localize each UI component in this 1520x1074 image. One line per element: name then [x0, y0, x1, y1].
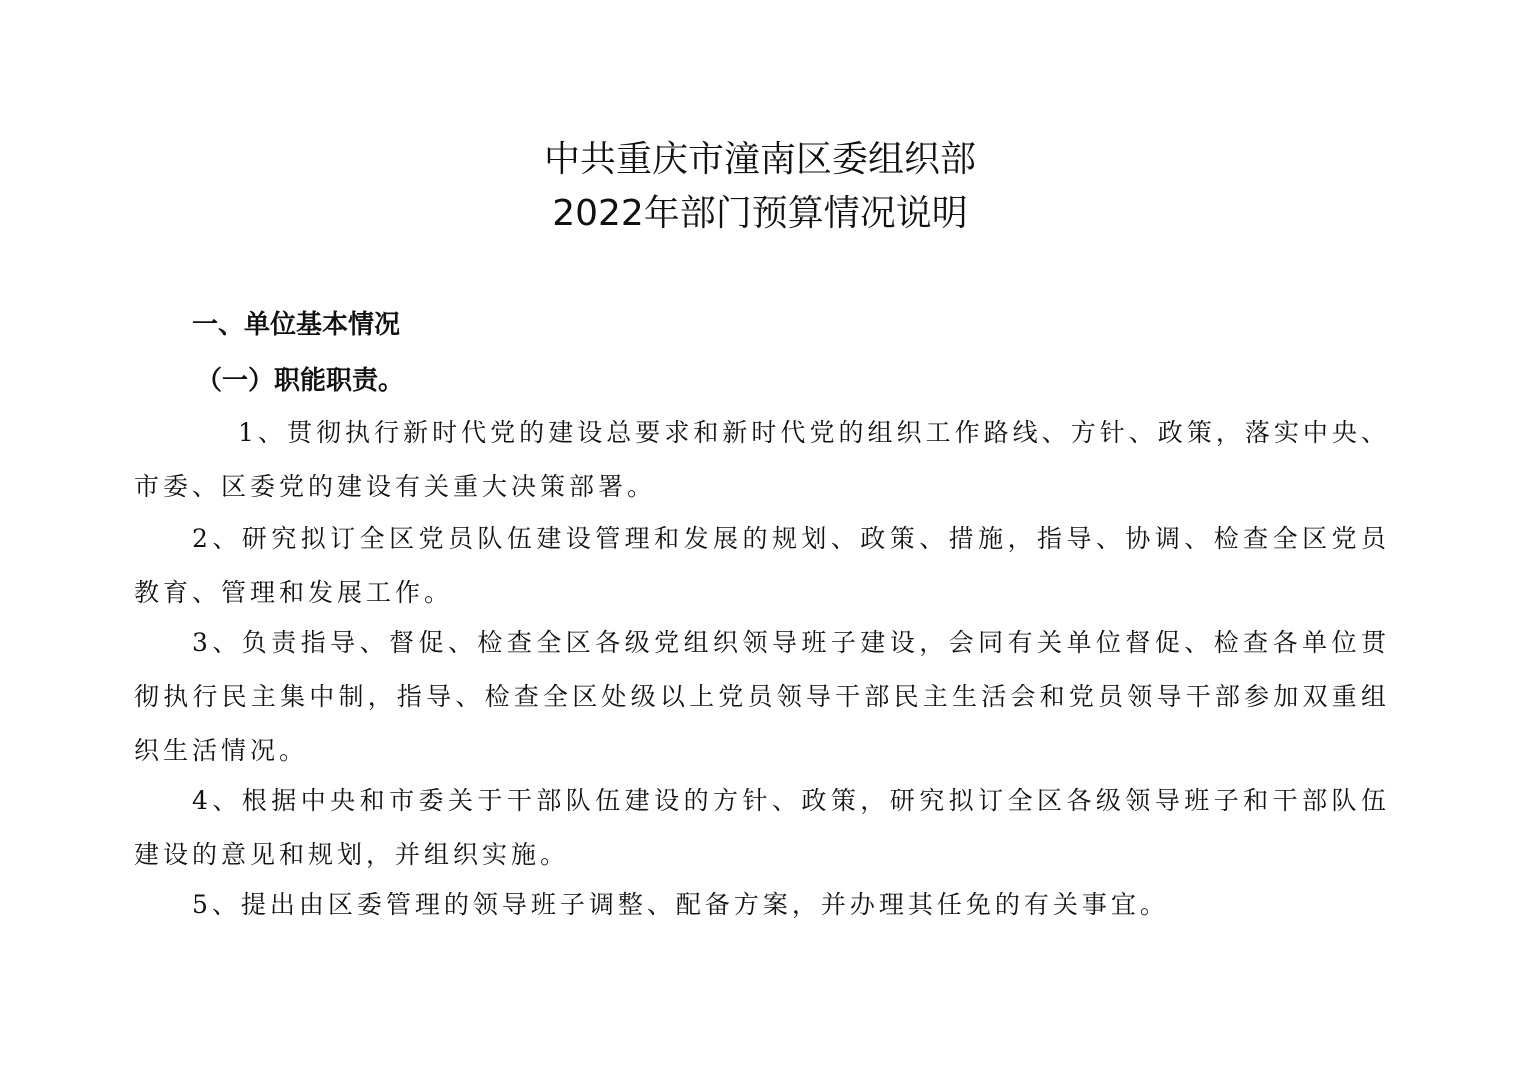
- sub-heading: （一）职能职责。: [196, 366, 405, 396]
- paragraph-duty-3: 3、负责指导、督促、检查全区各级党组织领导班子建设，会同有关单位督促、检查各单位贯彻执行民主集中制，指导、检查全区处级以上党员领导干部民主生活会和党员领导干部参加双重组织生活情况。: [134, 628, 1390, 765]
- section-heading: 一、单位基本情况: [192, 310, 401, 340]
- paragraph-duty-4: 4、根据中央和市委关于干部队伍建设的方针、政策，研究拟订全区各级领导班子和干部队伍建设的意见和规划，并组织实施。: [134, 786, 1390, 869]
- paragraph-duty-5: 5、提出由区委管理的领导班子调整、配备方案，并办理其任免的有关事宜。: [192, 890, 1169, 919]
- document-title-line2: 2022年部门预算情况说明: [552, 193, 968, 234]
- document-title-line1: 中共重庆市潼南区委组织部: [543, 139, 976, 180]
- paragraph-duty-2: 2、研究拟订全区党员队伍建设管理和发展的规划、政策、措施，指导、协调、检查全区党员教育、管理和发展工作。: [134, 524, 1390, 607]
- paragraph-duty-1: 1、贯彻执行新时代党的建设总要求和新时代党的组织工作路线、方针、政策，落实中央、市委、区委党的建设有关重大决策部署。: [134, 418, 1390, 501]
